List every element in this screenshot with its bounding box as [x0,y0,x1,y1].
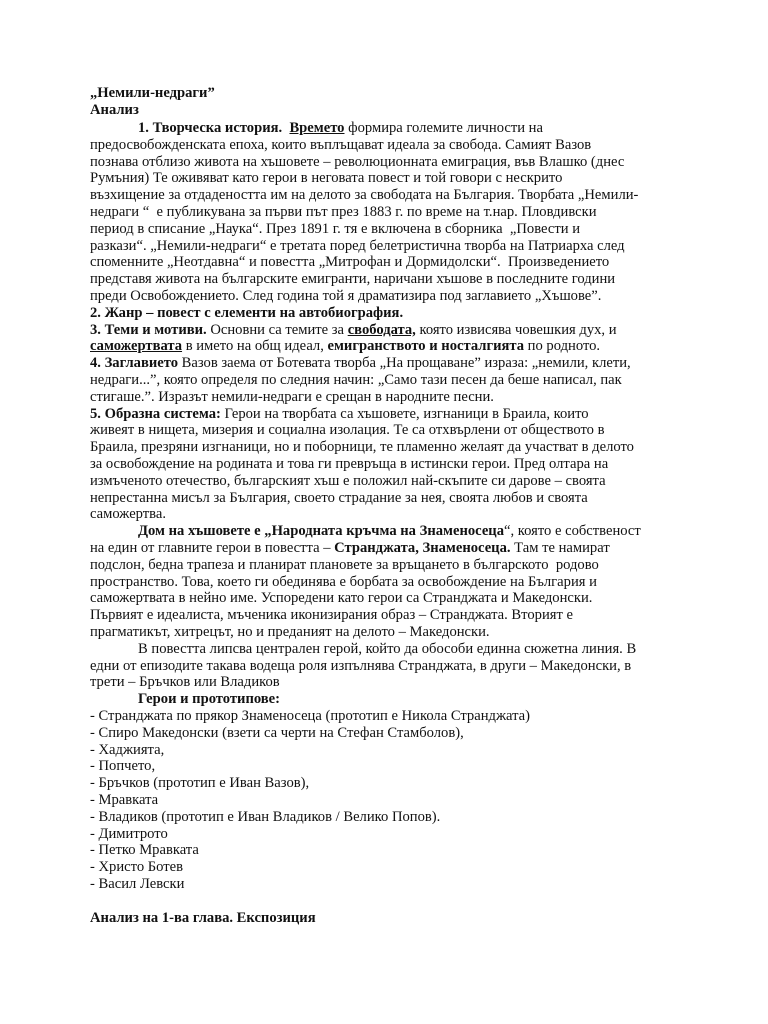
text-line [90,221,580,238]
text-run: Герои и прототипове: [138,691,281,708]
text-line [90,658,631,675]
text-run: формира големите личности на [344,120,543,136]
text-run: в името на общ идеал, [182,338,328,355]
text-run: - Странджата по прякор Знаменосеца (прототип е Никола Странджата) [90,708,531,724]
text-run: прагматикът, хитрецът, но и преданият на делото – Македонски. [90,624,490,640]
text-line [90,372,622,389]
text-line [90,137,591,154]
text-run: Румъния) Те оживяват като герои в неговата повест и той говори с нескрито [90,170,563,187]
text-line [90,574,597,591]
text-run: споменните „Неотдавна“ и повестта „Митрофан и Дормидолски“. Произведението [90,254,610,271]
text-run: Вазов заема от Ботевата творба „На прощаване” израза: „немили, клети, [178,355,631,372]
text-run: 1. Творческа история. [138,120,283,136]
text-run: период в списание „Наука“. През 1891 г. тя е включена в сборника „Повести и [90,220,581,237]
text-line [90,490,588,507]
text-run: 5. Образна система: [90,405,221,422]
text-line [90,674,280,691]
text-line [90,187,638,204]
text-run: подслон, бедна трапеза и планират плановете за връщането в българското родово [90,556,599,573]
text-run: Герои на творбата са хъшовете, изгнаници в Браила, които [220,405,589,422]
text-line [90,389,494,406]
text-line [90,456,608,473]
text-line [90,305,403,322]
text-run: саможертвата в нейно име. Успоредени като герои са Странджата и Македонски. [90,590,593,607]
text-run: живеят в нищета, мизерия и социална изолация. Те са отхвърлени от обществото в [90,422,605,439]
text-run: - Спиро Македонски (взети са черти на Стефан Стамболов), [90,724,464,741]
text-line [90,624,490,641]
text-run: едни от епизодите такава водеща роля изпълнява Странджата, в други – Македонски, в [90,657,632,674]
document-title: „Немили-недраги” [90,85,215,101]
text-run: Първият е идеалиста, мъченика иконизирания образ – Странджата. Вторият е [90,607,573,624]
text-run: - Васил Левски [90,876,185,892]
text-line [90,792,158,809]
text-line [90,154,624,171]
text-run: Дом на хъшовете е „Народната кръчма на Знаменосеца [138,523,504,540]
text-run: Времето [289,120,345,136]
text-line [90,725,464,742]
text-run: В повестта липсва централен герой, който да обособи единна сюжетна линия. В [138,640,637,657]
text-run: 4. Заглавието [90,355,179,372]
text-line [90,473,606,490]
text-run: - Димитрото [90,825,168,842]
text-line [90,809,440,826]
text-line [90,557,599,574]
text-run: - Бръчков (прототип е Иван Вазов), [90,775,310,792]
text-run: - Мравката [90,792,159,808]
text-run: - Петко Мравката [90,842,199,859]
text-line [90,238,625,255]
text-run: Странджата, Знаменосеца. [334,540,511,556]
text-line [138,523,641,540]
text-run: трети – Бръчков или Владиков [90,674,280,691]
text-run: преди Освобождението. След година той я драматизира под заглавието „Хъшове”. [90,288,602,304]
text-run: - Владиков (прототип е Иван Владиков / Велико Попов). [90,808,441,825]
text-line [90,506,166,523]
text-run: измъченото отечество, българският хъш е положил най-скъпите си дарове – своята [90,472,606,489]
text-line [138,691,280,708]
text-line [90,406,589,423]
text-run: представя живота на българските емигранти, наричани хъшове в последните години [90,271,616,288]
text-line [90,742,164,759]
text-run: саможертва. [90,506,166,523]
text-run: - Хаджията, [90,741,165,758]
text-run: 2. Жанр – повест с елементи на автобиография. [90,304,404,321]
text-run: саможертвата [90,338,183,355]
text-line [90,708,530,725]
text-line [90,859,183,876]
text-run: възхищение за отдадеността им на делото за свободата на България. Творбата „Немили- [90,187,639,204]
text-line [138,641,636,658]
text-run: Браила, презряни изгнаници, но и поборници, те пламенно желаят да участват в делото [90,439,634,456]
text-run: - Христо Ботев [90,859,183,876]
text-line [90,758,155,775]
text-run: - Попчето, [90,758,156,775]
text-run: недраги...”, която определя по следния начин: „Само тази песен да беше написал, пак [90,372,622,388]
text-run: непрестанна мисъл за България, своето страдание за нея, своята любов и своята [90,489,588,506]
text-line [90,338,600,355]
text-line [90,204,597,221]
text-line [90,254,609,271]
text-run: недраги “ е публикувана за първи път през 1883 г. по време на т.нар. Пловдивски [90,204,597,220]
text-line [90,271,615,288]
text-line [90,540,610,557]
text-line [90,322,617,339]
text-line [90,910,316,927]
text-run: за освобождение на родината и това ги превръща в истински герои. Пред олтара на [90,456,609,472]
text-run: емигранството и носталгията [327,338,525,355]
text-run: която извисява човешкия дух, и [415,321,617,338]
text-run: предосвобожденската епоха, които въплъщават идеала за свобода. Самият Вазов [90,136,592,153]
text-run: стигаше.”. Изразът немили-недраги е срещан в народните песни. [90,388,494,405]
text-run: познава отблизо живота на хъшовете – революционната емиграция, във Влашко (днес [90,153,625,170]
text-line [90,288,601,305]
text-run: разкази“. „Немили-недраги“ е третата поред белетристична творба на Патриарха след [90,237,625,254]
text-run: 3. Теми и мотиви. [90,321,207,338]
text-line [90,590,592,607]
text-run: по родното. [524,338,601,355]
text-line [90,842,199,859]
text-line [90,826,168,843]
text-line [90,439,634,456]
text-run: Основни са темите за [206,321,348,338]
text-line [138,120,543,137]
text-line [90,422,605,439]
text-run: на един от главните герои в повестта – [90,540,335,556]
text-line [90,607,573,624]
text-run: Анализ на 1-ва глава. Експозиция [90,909,316,926]
text-run: “, която е собственост [504,523,641,540]
text-line [90,170,562,187]
text-run: свободата, [347,321,416,338]
text-line [90,355,631,372]
text-line [90,876,184,893]
document-subtitle: Анализ [90,102,139,118]
text-run: пространство. Това, което ги обединява е борбата за освобождение на България и [90,573,597,590]
text-run: Там те намират [510,540,610,556]
text-line [90,775,309,792]
